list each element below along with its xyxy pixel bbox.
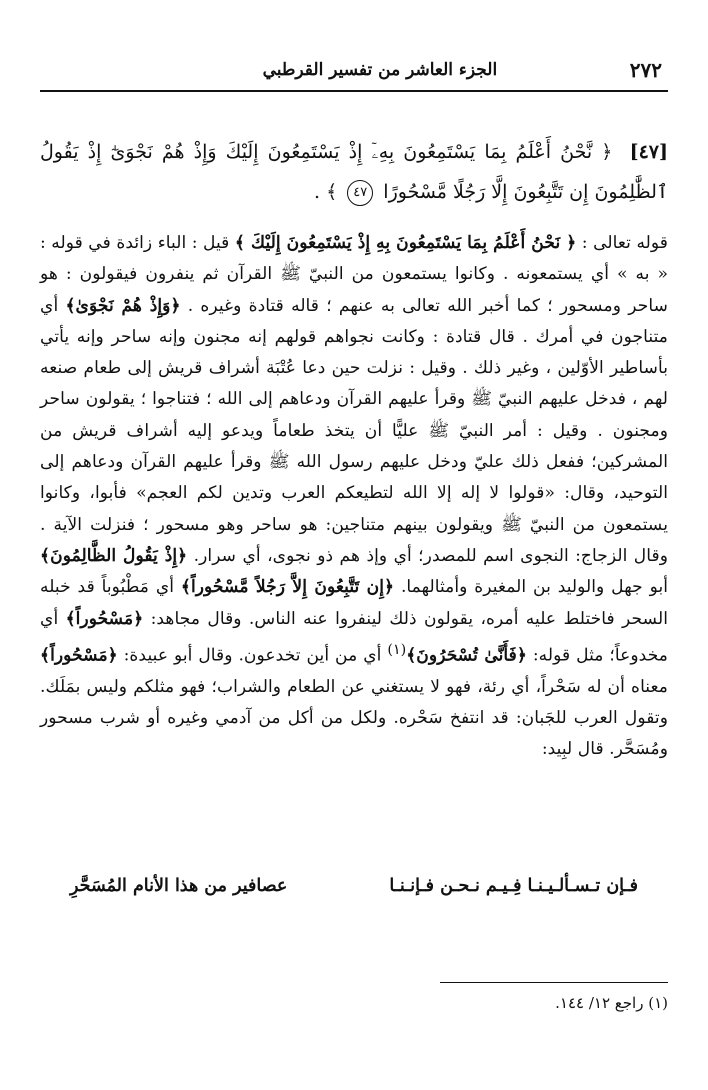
commentary-paragraph <box>40 228 668 766</box>
footnote-rule <box>440 982 668 983</box>
commentary-text: أي مَطْبُوباً قد خبله السحر فاختلط عليه أمره، يقولون ذلك لينفروا عنه الناس. وقال مجاهد: <box>40 577 668 629</box>
quote-verse: ﴿إِن تَتَّبِعُونَ إِلاَّ رَجُلاً مَّسْحُوراً﴾ <box>180 577 395 598</box>
verse-number: [٤٧] <box>629 141 668 163</box>
footnote: (١) راجع ١٢/ ١٤٤. <box>555 994 668 1012</box>
commentary-text: أي متناجون في أمرك . قال قتادة : وكانت نجواهم قولهم إنه مجنون وإنه ساحر وإنه يأتي بأساطير الأوّلين ، وغير ذلك . وقيل : نزلت حين دعا عُتْبَة أشراف قريش إلى طعام صنعه لهم ، فدخل عليهم النبيّ ﷺ وقرأ عليهم القرآن ودعاهم إلى الله ؛ فتناجوا ؛ يقولون ساحر ومجنون . وقيل : أمر النبيّ ﷺ عليًّا أن يتخذ طعاماً ويدعو إليه أشراف قريش من المشركين؛ ففعل ذلك عليّ ودخل عليهم رسول الله ﷺ وقرأ عليهم القرآن ودعاهم إلى التوحيد، وقال: «قولوا لا إله إلا الله لتطيعكم العرب وتدين لكم العجم» فأبوا، وكانوا يستمعون من النبيّ ﷺ ويقولون بينهم متناجين: هو ساحر وهو مسحور ؛ فنزلت الآية . وقال الزجاج: النجوى اسم للمصدر؛ أي وإذ هم ذو نجوى، أي سرار. <box>40 295 669 566</box>
commentary-text: معناه أن له سَحْراً، أي رئة، فهو لا يستغني عن الطعام والشراب؛ فهو مثلكم وليس بمَلَك. وتقول العرب للجَبان: قد انتفخ سَحْره. ولكل من أكل من آدمي وغيره أو شرب مسحور ومُسَحَّر. قال لبِيد: <box>40 676 668 760</box>
verse-closing: ﴾ . <box>313 181 338 203</box>
quran-verse <box>40 132 668 212</box>
quote-verse: ﴿مَسْحُوراً﴾ <box>65 608 144 629</box>
header-rule <box>40 90 668 92</box>
commentary-text: قيل : الباء زائدة في قوله : « به » أي يستمعونه . وكانوا يستمعون من النبيّ ﷺ القرآن ثم ينفرون فيقولون : هو ساحر ومسحور ؛ كما أخبر الله تعالى به عنهم ؛ قاله قتادة وغيره . <box>40 233 668 316</box>
verse-text: ﴿ نَّحْنُ أَعْلَمُ بِمَا يَسْتَمِعُونَ بِهِۦٓ إِذْ يَسْتَمِعُونَ إِلَيْكَ وَإِذْ هُمْ نَجْوَىٰٓ إِذْ يَقُولُ ٱلظَّٰلِمُونَ إِن تَتَّبِعُونَ إِلَّا رَجُلًا مَّسْحُورًا <box>40 141 668 203</box>
footnote-ref: (١) <box>387 641 407 658</box>
quote-verse: ﴿فَأَنَّىٰ تُسْحَرُونَ﴾ <box>406 645 527 666</box>
commentary-text: أي من أين تخدعون. وقال أبو عبيدة: <box>117 645 388 666</box>
poem-hemistich-first: فـإن تـسـألـيـنـا فِـيـم نـحـن فـإنـنـا <box>389 876 638 896</box>
quote-verse: ﴿إِذْ يَقُولُ الظَّالِمُونَ﴾ <box>40 545 188 566</box>
poem-hemistich-second: عصافير من هذا الأنام المُسَحَّرِ <box>70 876 288 896</box>
poetry-verse <box>70 876 638 896</box>
page-header <box>40 52 668 88</box>
page-number: ٢٧٢ <box>629 58 662 82</box>
tafsir-commentary <box>40 228 668 766</box>
commentary-text: أي مخدوعاً؛ مثل قوله: <box>40 608 668 666</box>
commentary-text: أبو جهل والوليد بن المغيرة وأمثالهما. <box>394 577 669 598</box>
quote-verse: ﴿مَسْحُوراً﴾ <box>40 645 118 666</box>
running-title: الجزء العاشر من تفسير القرطبي <box>262 60 498 80</box>
quote-verse: ﴿وَإِذْ هُمْ نَجْوَىٰ﴾ <box>65 295 181 316</box>
ayah-end-marker: ٤٧ <box>347 180 373 206</box>
commentary-text: قوله تعالى : <box>576 233 668 253</box>
quote-verse: ﴿ نَحْنُ أَعْلَمُ بِمَا يَسْتَمِعُونَ بِهِ إِذْ يَسْتَمِعُونَ إِلَيْكَ ﴾ <box>234 233 577 253</box>
